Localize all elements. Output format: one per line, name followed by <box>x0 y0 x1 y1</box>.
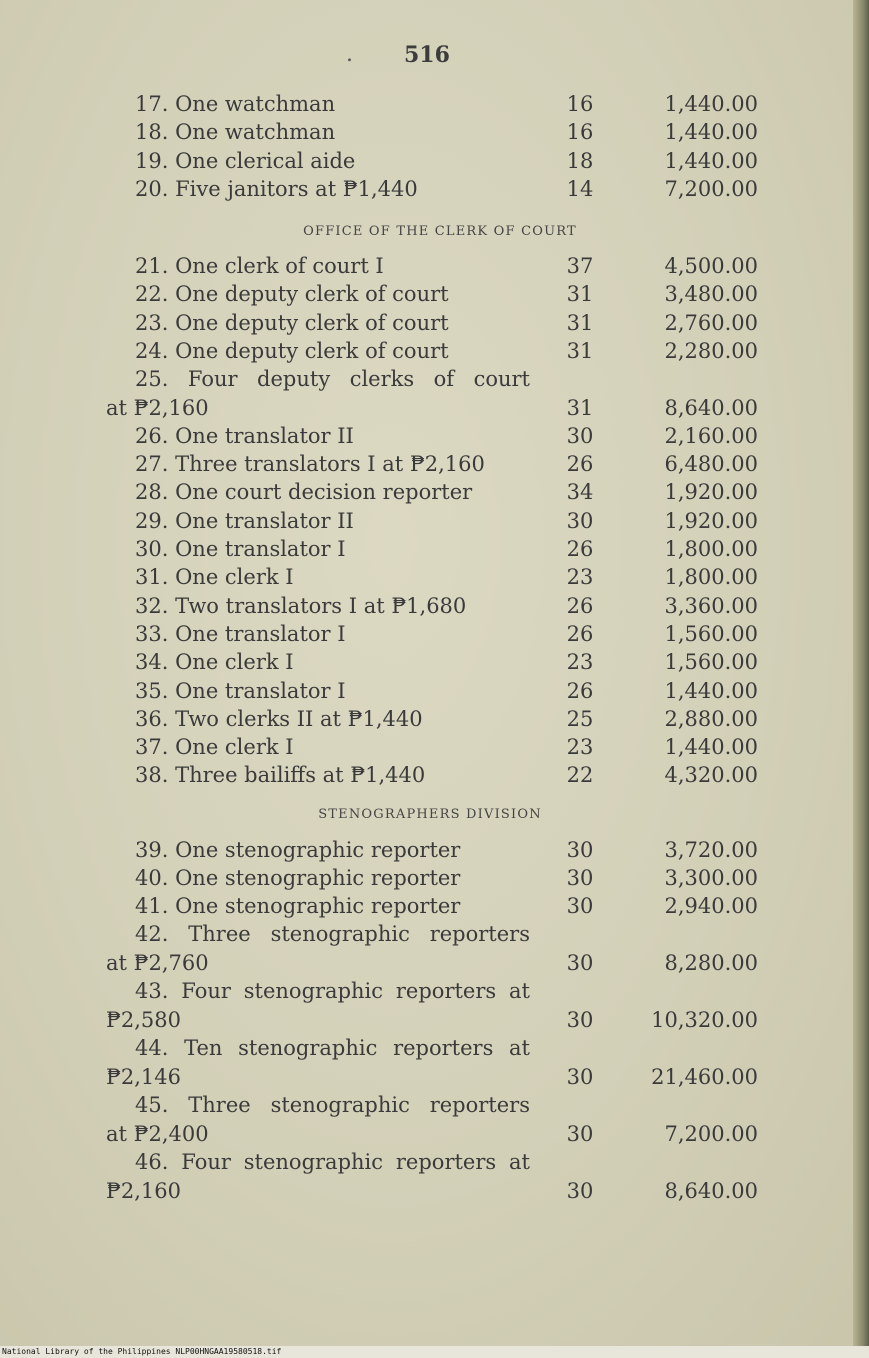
row-label-text: 19. One clerical aide <box>135 148 356 173</box>
row-grade: 30 <box>566 508 594 533</box>
row-grade: 23 <box>566 735 594 760</box>
row-amount: 1,560.00 <box>664 650 758 675</box>
page-number: 516 <box>404 42 450 68</box>
row-grade: 31 <box>566 395 594 420</box>
table-row <box>0 337 869 365</box>
table-row <box>0 761 869 789</box>
row-grade: 26 <box>566 678 594 703</box>
row-amount: 4,500.00 <box>664 254 758 278</box>
row-grade: 16 <box>566 120 594 145</box>
section-heading: OFFICE OF THE CLERK OF COURT <box>303 224 577 239</box>
table-row <box>0 836 869 864</box>
table-row <box>0 422 869 450</box>
row-grade: 14 <box>566 176 594 201</box>
row-label-text: 35. One translator I <box>135 678 346 703</box>
row-label-text: 27. Three translators I at ₱2,160 <box>135 452 485 477</box>
row-label <box>135 733 527 761</box>
row-label-text: 41. One stenographic reporter <box>135 894 461 918</box>
stray-mark: . <box>346 42 353 67</box>
table-row <box>0 705 869 733</box>
row-label-text: 21. One clerk of court I <box>135 254 384 278</box>
row-amount: 8,640.00 <box>664 395 758 420</box>
row-label-text: 24. One deputy clerk of court <box>135 338 449 363</box>
row-label <box>106 1006 528 1034</box>
row-label <box>135 175 527 203</box>
row-label-text: ₱2,580 <box>106 1008 181 1032</box>
row-grade: 26 <box>566 593 594 618</box>
row-amount: 2,760.00 <box>664 310 758 335</box>
row-label-text: at ₱2,400 <box>106 1122 209 1146</box>
row-amount: 1,440.00 <box>664 120 758 145</box>
row-amount: 3,720.00 <box>664 838 758 862</box>
row-label-text: 33. One translator I <box>135 621 346 646</box>
table-row <box>0 592 869 620</box>
table-row <box>0 252 869 280</box>
row-amount: 21,460.00 <box>651 1065 758 1089</box>
row-amount: 7,200.00 <box>664 1122 758 1146</box>
table-row <box>0 949 869 977</box>
table-row <box>0 1063 869 1091</box>
row-label-line1: 42. Three stenographic reporters <box>135 922 530 946</box>
row-label-line1: 25. Four deputy clerks of court <box>135 367 530 392</box>
table-row <box>0 1177 869 1205</box>
row-amount: 1,440.00 <box>664 92 758 116</box>
row-label <box>135 507 527 535</box>
row-label-text: at ₱2,160 <box>106 395 209 420</box>
row-grade: 31 <box>566 310 594 335</box>
row-label <box>135 280 527 308</box>
table-row <box>0 118 869 146</box>
row-label-line1: 43. Four stenographic reporters at <box>135 979 530 1003</box>
row-grade: 23 <box>566 650 594 675</box>
row-amount: 2,940.00 <box>664 894 758 918</box>
row-label-text: 28. One court decision reporter <box>135 480 473 505</box>
row-grade: 23 <box>566 565 594 590</box>
row-label <box>135 309 527 337</box>
table-row <box>0 648 869 676</box>
row-grade: 26 <box>566 537 594 561</box>
row-label <box>135 892 527 920</box>
table-row <box>0 535 869 563</box>
row-grade: 31 <box>566 282 594 307</box>
row-label-text: 37. One clerk I <box>135 735 294 760</box>
row-label <box>106 394 528 422</box>
row-label-line1: 45. Three stenographic reporters <box>135 1093 530 1117</box>
table-row <box>0 450 869 478</box>
row-grade: 30 <box>566 1122 594 1146</box>
row-amount: 10,320.00 <box>651 1008 758 1032</box>
row-amount: 2,880.00 <box>664 706 758 731</box>
row-label <box>135 592 527 620</box>
row-label-line1: 46. Four stenographic reporters at <box>135 1150 530 1174</box>
table-row <box>0 90 869 118</box>
table-row <box>0 478 869 506</box>
row-label <box>135 648 527 676</box>
row-amount: 1,920.00 <box>664 480 758 505</box>
row-label <box>135 864 527 892</box>
row-label <box>106 1120 528 1148</box>
row-grade: 30 <box>566 951 594 975</box>
row-grade: 30 <box>566 1179 594 1203</box>
table-row <box>0 280 869 308</box>
row-label-text: 22. One deputy clerk of court <box>135 282 449 307</box>
row-label <box>135 147 527 175</box>
row-grade: 30 <box>566 1008 594 1032</box>
row-label <box>135 761 527 789</box>
row-grade: 18 <box>566 148 594 173</box>
row-label <box>135 563 527 591</box>
row-label <box>135 252 527 280</box>
row-grade: 26 <box>566 452 594 477</box>
row-amount: 2,280.00 <box>664 338 758 363</box>
row-grade: 25 <box>566 706 594 731</box>
row-label-text: 18. One watchman <box>135 120 336 145</box>
row-amount: 7,200.00 <box>664 176 758 201</box>
table-row <box>0 563 869 591</box>
row-amount: 1,440.00 <box>664 148 758 173</box>
table-row <box>0 175 869 203</box>
row-grade: 30 <box>566 423 594 448</box>
row-amount: 1,800.00 <box>664 565 758 590</box>
row-grade: 26 <box>566 621 594 646</box>
row-label-text: at ₱2,760 <box>106 951 209 975</box>
row-label <box>106 1177 528 1205</box>
row-amount: 1,800.00 <box>664 537 758 561</box>
table-row <box>0 677 869 705</box>
table-row <box>0 147 869 175</box>
row-label-text: 23. One deputy clerk of court <box>135 310 449 335</box>
row-amount: 1,560.00 <box>664 621 758 646</box>
table-row <box>0 507 869 535</box>
row-amount: 8,640.00 <box>664 1179 758 1203</box>
row-amount: 8,280.00 <box>664 951 758 975</box>
row-amount: 1,440.00 <box>664 735 758 760</box>
row-label-text: 36. Two clerks II at ₱1,440 <box>135 706 423 731</box>
table-row <box>0 394 869 422</box>
row-grade: 30 <box>566 894 594 918</box>
row-label-line1: 44. Ten stenographic reporters at <box>135 1036 530 1060</box>
row-grade: 31 <box>566 338 594 363</box>
table-row <box>0 1120 869 1148</box>
table-row <box>0 309 869 337</box>
row-label-text: 30. One translator I <box>135 537 346 561</box>
row-label <box>135 705 527 733</box>
row-amount: 2,160.00 <box>664 423 758 448</box>
row-amount: 3,480.00 <box>664 282 758 307</box>
row-label <box>106 1063 528 1091</box>
table-row <box>0 733 869 761</box>
row-label-text: 29. One translator II <box>135 508 354 533</box>
row-label-text: 34. One clerk I <box>135 650 294 675</box>
row-grade: 22 <box>566 763 594 788</box>
table-row <box>0 620 869 648</box>
row-amount: 3,300.00 <box>664 866 758 890</box>
row-label-text: ₱2,160 <box>106 1179 181 1203</box>
row-grade: 30 <box>566 866 594 890</box>
row-label <box>135 535 527 563</box>
row-amount: 4,320.00 <box>664 763 758 788</box>
row-label-text: ₱2,146 <box>106 1065 181 1089</box>
scan-footer: National Library of the Philippines NLP00HNGAA19580518.tif <box>0 1346 869 1358</box>
table-row <box>0 892 869 920</box>
row-label <box>135 450 527 478</box>
row-label <box>135 90 527 118</box>
row-grade: 30 <box>566 1065 594 1089</box>
row-grade: 16 <box>566 92 594 116</box>
row-label-text: 32. Two translators I at ₱1,680 <box>135 593 467 618</box>
row-amount: 6,480.00 <box>664 452 758 477</box>
row-grade: 30 <box>566 838 594 862</box>
row-grade: 34 <box>566 480 594 505</box>
section-heading: STENOGRAPHERS DIVISION <box>318 807 542 822</box>
row-label-text: 20. Five janitors at ₱1,440 <box>135 176 418 201</box>
row-label <box>135 478 527 506</box>
row-label-text: 38. Three bailiffs at ₱1,440 <box>135 763 426 788</box>
table-row <box>0 864 869 892</box>
row-label <box>106 949 528 977</box>
row-label <box>135 422 527 450</box>
row-amount: 1,440.00 <box>664 678 758 703</box>
row-label <box>135 337 527 365</box>
row-label <box>135 677 527 705</box>
row-label <box>135 118 527 146</box>
row-grade: 37 <box>566 254 594 278</box>
row-label <box>135 620 527 648</box>
row-label-text: 17. One watchman <box>135 92 336 116</box>
row-label <box>135 836 527 864</box>
row-label-text: 31. One clerk I <box>135 565 294 590</box>
row-label-text: 26. One translator II <box>135 423 354 448</box>
row-amount: 3,360.00 <box>664 593 758 618</box>
row-amount: 1,920.00 <box>664 508 758 533</box>
row-label-text: 39. One stenographic reporter <box>135 838 461 862</box>
row-label-text: 40. One stenographic reporter <box>135 866 461 890</box>
table-row <box>0 1006 869 1034</box>
